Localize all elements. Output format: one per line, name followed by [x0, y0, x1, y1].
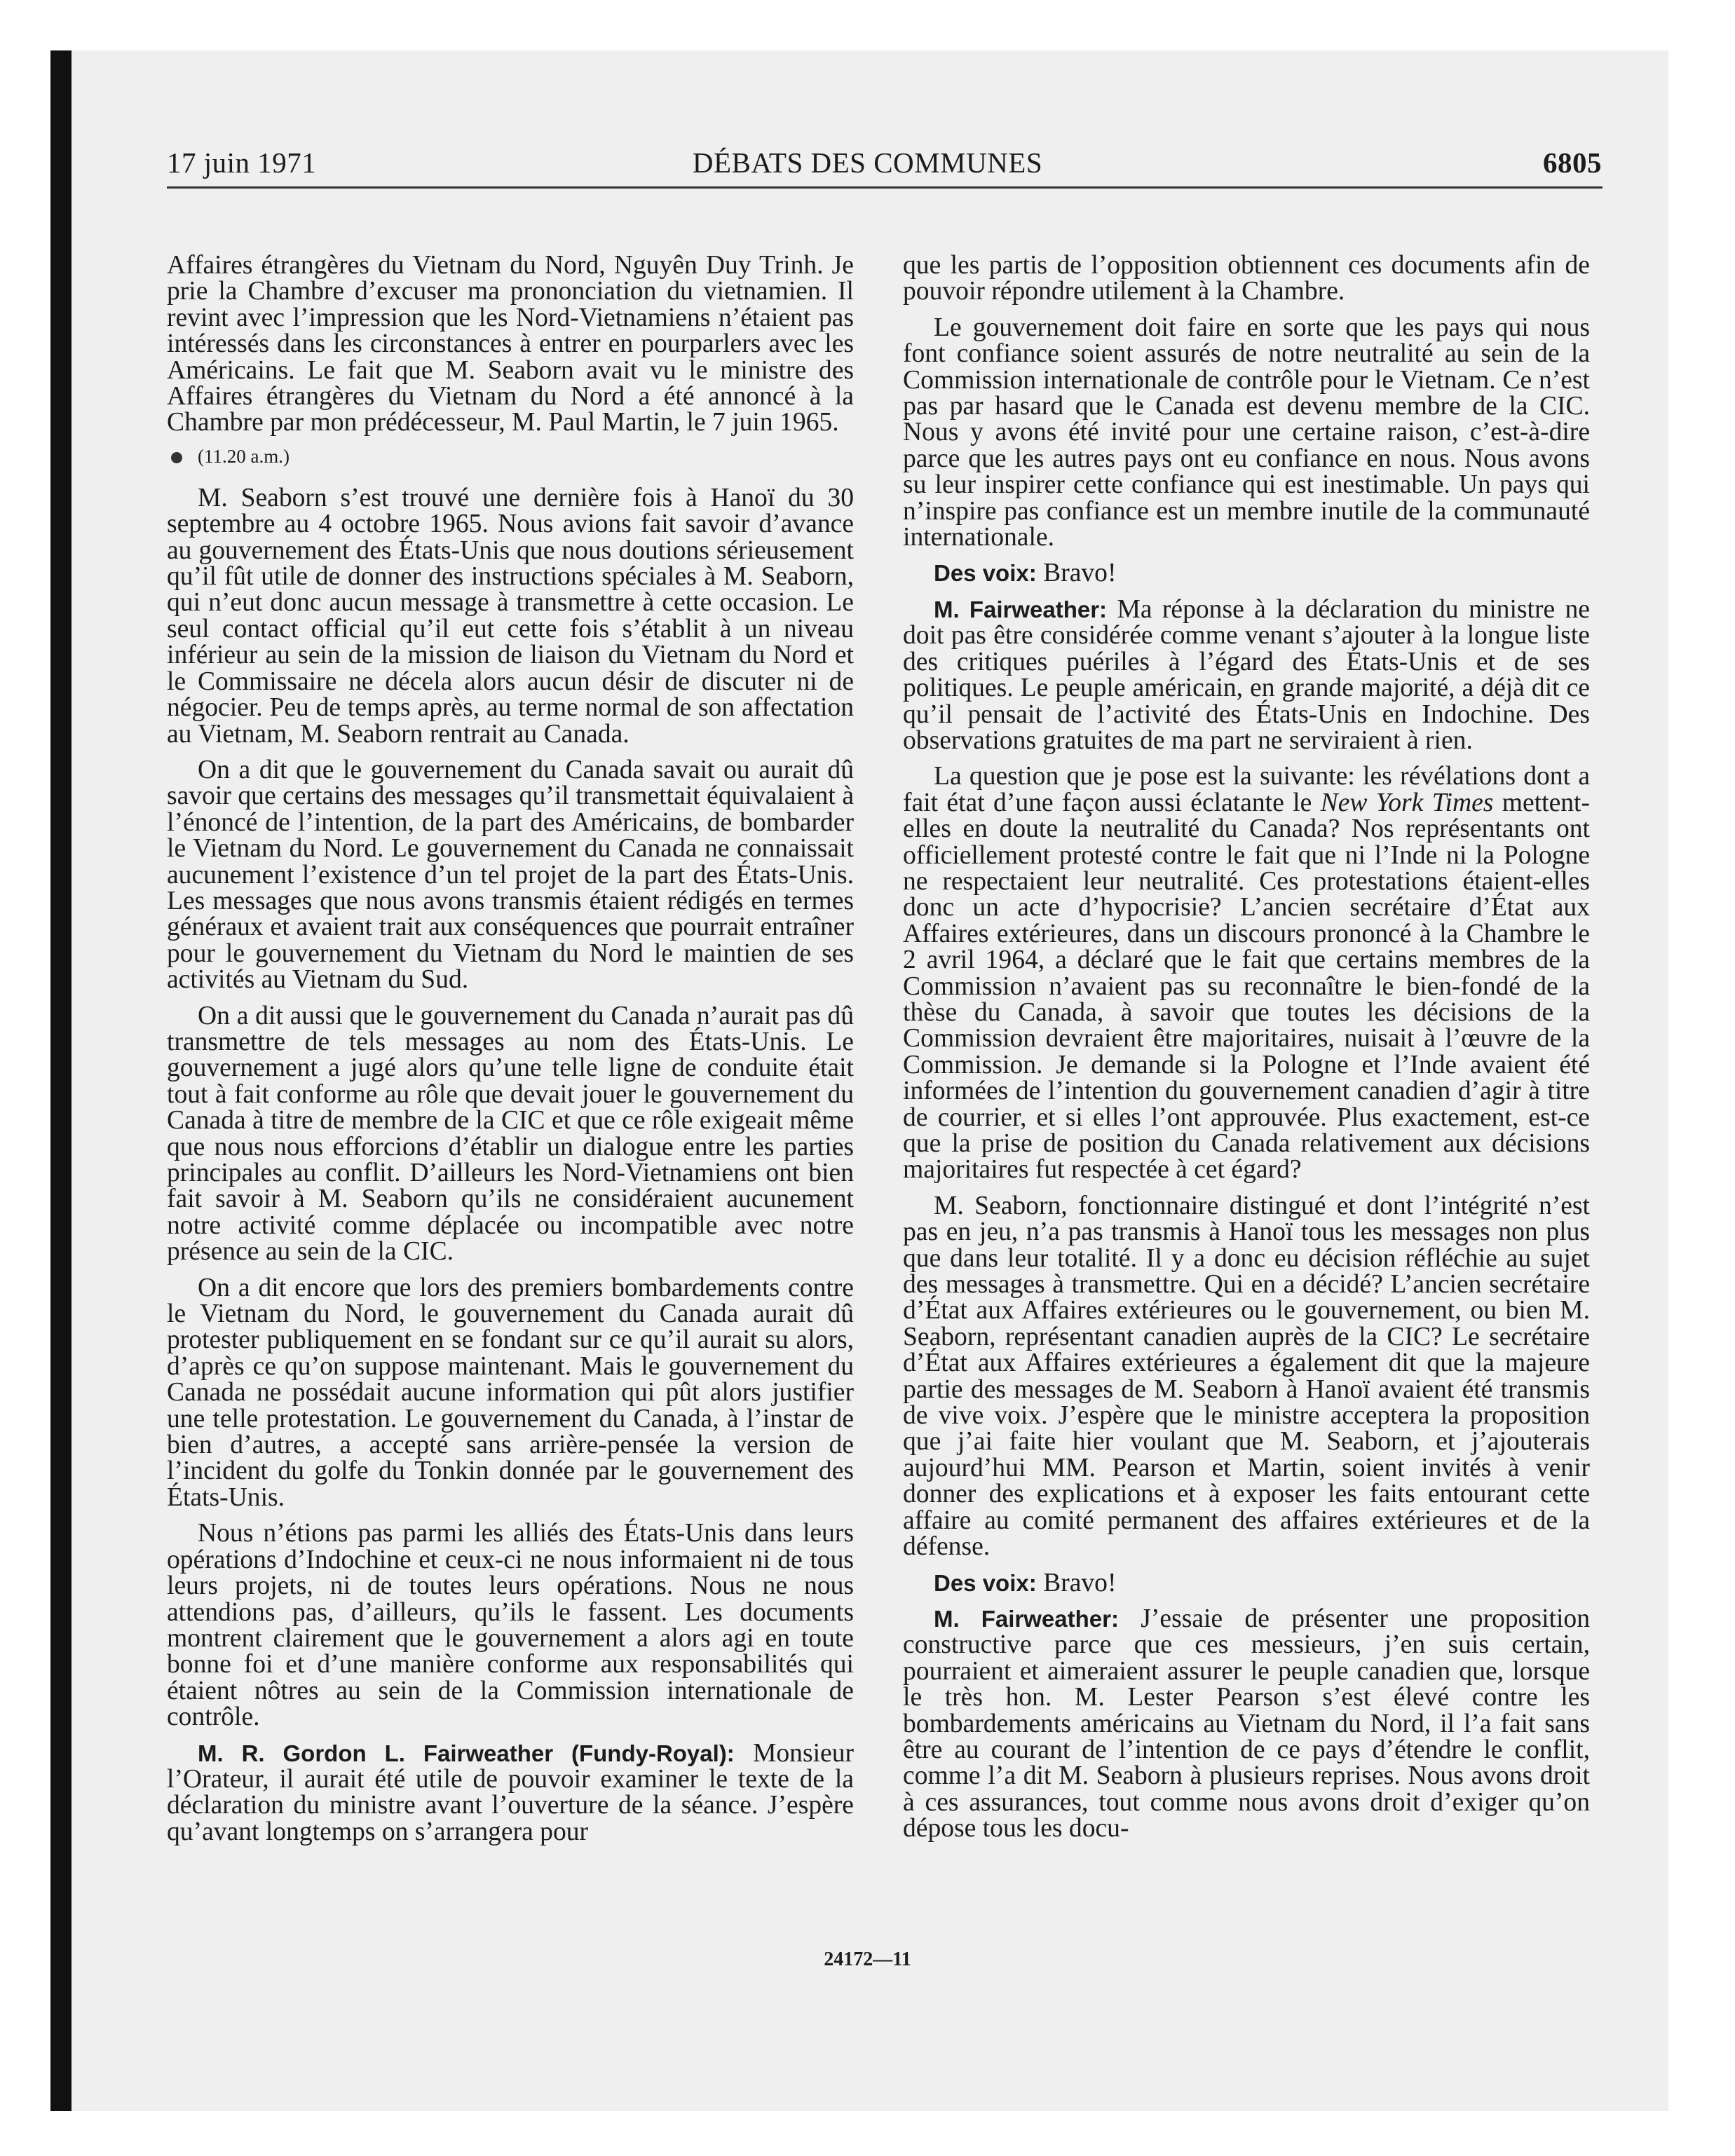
printer-code: 24172—11 [824, 1949, 911, 1970]
paragraph: Nous n’étions pas parmi les alliés des États-Unis dans leurs opérations d’Indochine et ceux-ci ne nous informaient ni de tous leurs projets, ni de toutes leurs opérations. Nous ne nous attendions pas, d’ailleurs, qu’ils le fassent. Les documents montrent clairement que le gouvernement a alors agi en toute bonne foi et d’une manière conforme aux responsabilités qui étaient nôtres au sein de la Commission internationale de contrôle. [167, 1519, 854, 1732]
scan-margin [50, 50, 72, 2111]
paragraph [903, 763, 1590, 1183]
header-date: 17 juin 1971 [167, 146, 317, 179]
header-title: DÉBATS DES COMMUNES [692, 146, 1043, 179]
speech-paragraph [167, 1740, 854, 1845]
paragraph: On a dit encore que lors des premiers bombardements contre le Vietnam du Nord, le gouvernement du Canada aurait dû protester publiquement en se fondant sur ce qu’il aurait su alors, d’après ce qu’on suppose maintenant. Mais le gouvernement du Canada ne possédait aucune information qui pût alors justifier une telle protestation. Le gouvernement du Canada, à l’instar de bien d’autres, a accepté sans arrière-pensée la version de l’incident du golfe du Tonkin donnée par le gouvernement des États-Unis. [167, 1273, 854, 1512]
speaker-name: M. Fairweather: [934, 596, 1108, 622]
bullet-icon [171, 452, 182, 463]
text-run: mettent-elles en doute la neutralité du Canada? Nos représentants ont officiellement protesté contre le fait que ni l’Inde ni la Pologne ne respectaient leur neutralité. Ces protestations étaient-elles donc un acte d’hypocrisie? L’ancien secrétaire d’État aux Affaires extérieures, dans un discours prononcé à la Chambre le 2 avril 1964, a déclaré que le fait que certains membres de la Commission n’avaient pas su reconnaître le bien-fondé de la thèse du Canada, à savoir que toutes les décisions de la Commission devraient être majoritaires, nuisait à l’œuvre de la Commission. Je demande si la Pologne et l’Inde avaient été informées de l’intention du gouvernement canadien d’agir à titre de courrier, et si elles l’ont approuvée. Plus exactement, est-ce que la prise de position du Canada relativement aux décisions majoritaires fut respectée à cet égard? [903, 788, 1590, 1185]
paragraph: On a dit aussi que le gouvernement du Canada n’aurait pas dû transmettre de tels messages au nom des États-Unis. Le gouvernement a jugé alors qu’une telle ligne de conduite était tout à fait conforme au rôle que devait jouer le gouvernement du Canada à titre de membre de la CIC et que ce rôle exigeait même que nous nous efforcions d’établir un dialogue entre les parties principales au conflit. D’ailleurs les Nord-Vietnamiens ont bien fait savoir à M. Seaborn qu’ils ne considéraient aucunement notre activité comme déplacée ou incompatible avec notre présence au sein de la CIC. [167, 1001, 854, 1267]
speech-text: Ma réponse à la déclaration du ministre ne doit pas être considérée comme venant s’ajouter à la longue liste des critiques puériles à l’égard des États-Unis et de ses politiques. Le peuple américain, en grande majorité, a déjà dit ce qu’il pensait de l’activité des États-Unis en Indochine. Des observations gratuites de ma part ne serviraient à rien. [903, 594, 1590, 755]
newspaper-title: New York Times [1320, 788, 1494, 817]
text-run: La question que je pose est la suivante: les révélations dont a fait état d’une façon aussi éclatante le [903, 762, 1590, 817]
right-column [903, 252, 1590, 1852]
speaker-name: M. R. Gordon L. Fairweather (Fundy-Royal): [198, 1740, 735, 1766]
header-rule [167, 186, 1603, 189]
paragraph: Affaires étrangères du Vietnam du Nord, Nguyên Duy Trinh. Je prie la Chambre d’excuser ma prononciation du vietnamien. Il revint avec l’impression que les Nord-Vietnamiens n’étaient pas intéressés dans les circonstances à entrer en pourparlers avec les Américains. Le fait que M. Seaborn avait vu le ministre des Affaires étrangères du Vietnam du Nord a été annoncé à la Chambre par mon prédécesseur, M. Paul Martin, le 7 juin 1965. [167, 251, 854, 437]
left-column [167, 252, 854, 1855]
interjection [903, 1570, 1590, 1596]
paragraph: On a dit que le gouvernement du Canada savait ou aurait dû savoir que certains des messages qu’il transmettait équivalaient à l’énoncé de l’intention, de la part des Américains, de bombarder le Vietnam du Nord. Le gouvernement du Canada ne connaissait aucunement l’existence d’un tel projet de la part des États-Unis. Les messages que nous avons transmis étaient rédigés en termes généraux et avaient trait aux conséquences que pourrait entraîner pour le gouvernement du Vietnam du Nord le maintien de ses activités au Vietnam du Sud. [167, 755, 854, 995]
paragraph: que les partis de l’opposition obtiennent ces documents afin de pouvoir répondre utilement à la Chambre. [903, 251, 1590, 306]
interjection-text: Bravo! [1043, 559, 1117, 588]
time-stamp [167, 446, 854, 467]
interjection-text: Bravo! [1043, 1568, 1117, 1597]
speech-paragraph [903, 1606, 1590, 1842]
page-number: 6805 [1543, 146, 1602, 179]
speech-text: J’essaie de présenter une proposition constructive parce que ces messieurs, j’en suis certain, pourraient et aimeraient assurer le peuple canadien que, lorsque le très hon. M. Lester Pearson s’est élevé contre les bombardements américains au Vietnam du Nord, il l’a fait sans être au courant de l’intention de ce pays d’étendre le conflit, comme l’a dit M. Seaborn à plusieurs reprises. Nous avons droit à ces assurances, tout comme nous avons droit d’exiger qu’on dépose tous les docu- [903, 1604, 1590, 1843]
speaker-name: M. Fairweather: [934, 1605, 1119, 1632]
interjection [903, 560, 1590, 586]
speaker-name: Des voix: [934, 560, 1037, 587]
paragraph: M. Seaborn s’est trouvé une dernière fois à Hanoï du 30 septembre au 4 octobre 1965. Nous avions fait savoir d’avance au gouvernement des États-Unis que nous doutions sérieusement qu’il fût utile de donner des instructions spéciales à M. Seaborn, qui n’eut donc aucun message à transmettre à cette occasion. Le seul contact official qu’il eut cette fois s’établit à un niveau inférieur au sein de la mission de liaison du Vietnam du Nord et le Commissaire ne décela alors aucun désir de discuter ni de négocier. Peu de temps après, au terme normal de son affectation au Vietnam, M. Seaborn rentrait au Canada. [167, 483, 854, 749]
paragraph: M. Seaborn, fonctionnaire distingué et dont l’intégrité n’est pas en jeu, n’a pas transmis à Hanoï tous les messages non plus que dans leur totalité. Il y a donc eu décision réfléchie au sujet des messages à transmettre. Qui en a décidé? L’ancien secrétaire d’État aux Affaires extérieures ou le gouvernement, ou bien M. Seaborn, représentant canadien auprès de la CIC? Le secrétaire d’État aux Affaires extérieures a également dit que la majeure partie des messages de M. Seaborn à Hanoï avaient été transmis de vive voix. J’espère que le ministre acceptera la proposition que j’ai faite hier voulant que M. Seaborn, et j’ajouterais aujourd’hui MM. Pearson et Martin, soient invités à venir donner des explications et à exposer les faits entourant cette affaire au comité permanent des affaires extérieures et de la défense. [903, 1191, 1590, 1562]
speech-text: Monsieur l’Orateur, il aurait été utile de pouvoir examiner le texte de la déclaration du ministre avant l’ouverture de la séance. J’espère qu’avant longtemps on s’arrangera pour [167, 1738, 854, 1846]
speech-paragraph [903, 596, 1590, 753]
paragraph: Le gouvernement doit faire en sorte que les pays qui nous font confiance soient assurés de notre neutralité au sein de la Commission internationale de contrôle pour le Vietnam. Ce n’est pas par hasard que le Canada est devenu membre de la CIC. Nous y avons été invité pour une certaine raison, c’est-à-dire parce que les autres pays ont eu confiance en nous. Nous avons su leur inspirer cette confiance qui est inestimable. Un pays qui n’inspire pas confiance est un membre inutile de la communauté internationale. [903, 313, 1590, 552]
time-text: (11.20 a.m.) [198, 445, 290, 467]
speaker-name: Des voix: [934, 1569, 1037, 1596]
